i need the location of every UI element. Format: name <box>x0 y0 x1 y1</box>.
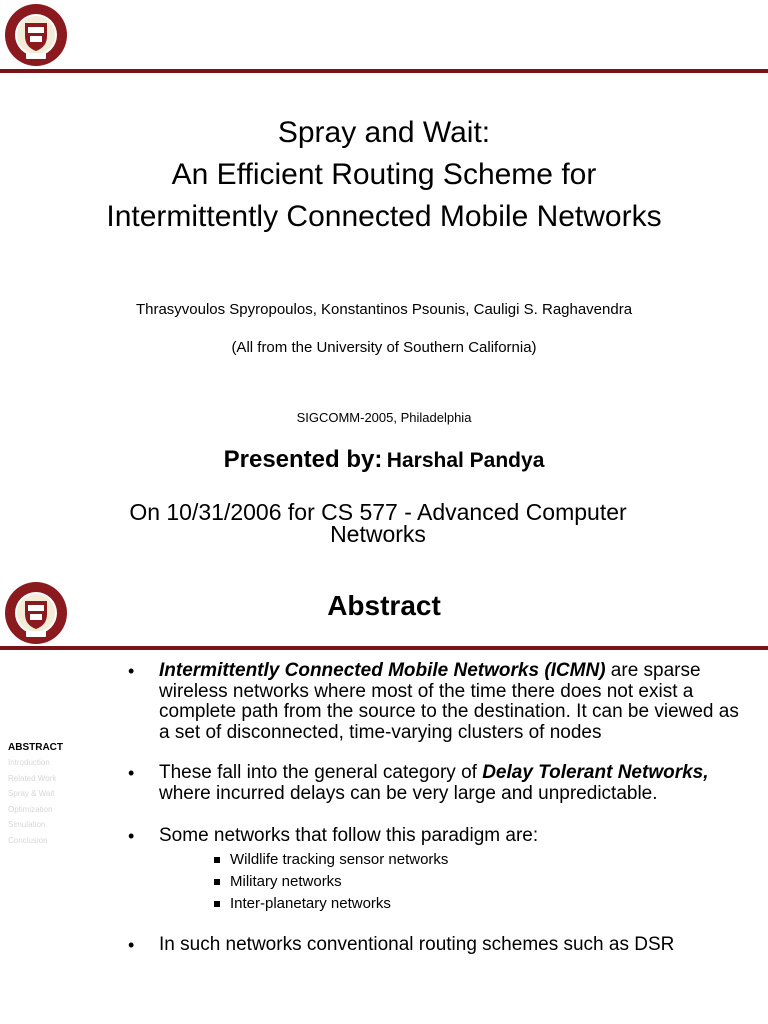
bullet-icon: • <box>128 661 135 681</box>
bullet-icon: • <box>128 934 135 955</box>
title-line: An Efficient Routing Scheme for <box>171 158 597 191</box>
abstract-slide <box>0 575 768 1024</box>
affiliation: (All from the University of Southern California) <box>231 339 537 356</box>
presenter-name: Harshal Pandya <box>386 449 545 472</box>
nav-item-simulation[interactable]: Simulation <box>8 820 46 829</box>
slide-title <box>0 112 768 238</box>
sub-bullet-item: Military networks <box>204 871 745 893</box>
title-line: Spray and Wait: <box>277 116 491 149</box>
sub-bullet-item: Inter-planetary networks <box>204 893 745 915</box>
wpi-seal-icon <box>4 3 68 67</box>
nav-item-introduction[interactable]: Introduction <box>8 758 50 767</box>
sub-bullet-list <box>159 849 745 915</box>
bullet-item <box>125 826 745 915</box>
bullet-item <box>125 935 745 956</box>
authors: Thrasyvoulos Spyropoulos, Konstantinos Psounis, Cauligi S. Raghavendra <box>135 301 633 318</box>
bullet-emphasis: Intermittently Connected Mobile Networks (ICMN) <box>159 660 606 681</box>
header-rule <box>0 69 768 73</box>
presented-by <box>0 446 768 474</box>
nav-item-optimization[interactable]: Optimization <box>8 804 53 814</box>
bullet-text: Some networks that follow this paradigm are: <box>159 825 539 846</box>
bullet-text: where incurred delays can be very large and unpredictable. <box>159 782 658 804</box>
section-nav <box>8 740 108 848</box>
venue: SIGCOMM-2005, Philadelphia <box>296 410 472 425</box>
bullet-icon: • <box>128 826 135 846</box>
nav-item-related-work[interactable]: Related Work <box>8 773 57 783</box>
nav-item-abstract[interactable]: ABSTRACT <box>8 742 63 753</box>
bullet-item <box>125 763 745 804</box>
bullet-emphasis: Delay Tolerant Networks, <box>482 762 709 783</box>
bullet-list <box>125 661 745 955</box>
nav-item-spray-wait[interactable]: Spray & Wait <box>8 789 55 798</box>
sub-bullet-item: Wildlife tracking sensor networks <box>204 849 745 871</box>
slide-title: Abstract <box>327 590 441 621</box>
header-rule <box>0 646 768 650</box>
bullet-text: These fall into the general category of <box>159 762 483 783</box>
square-bullet-icon <box>214 857 220 863</box>
date-course: On 10/31/2006 for CS 577 - Advanced Computer Networks <box>129 499 627 547</box>
bullet-item <box>125 661 745 743</box>
bullet-text: are sparse wireless networks where most of the time there does not exist a complete path from the source to the destination. It can be viewed as a set of disconnected, time-varying clusters of nodes <box>159 660 739 743</box>
bullet-text: In such networks conventional routing schemes such as DSR <box>159 933 675 955</box>
presented-by-label: Presented by: <box>223 446 383 473</box>
square-bullet-icon <box>214 901 220 907</box>
bullet-icon: • <box>128 763 135 783</box>
title-line: Intermittently Connected Mobile Networks <box>106 200 662 233</box>
square-bullet-icon <box>214 879 220 885</box>
nav-item-conclusion[interactable]: Conclusion <box>8 835 48 845</box>
